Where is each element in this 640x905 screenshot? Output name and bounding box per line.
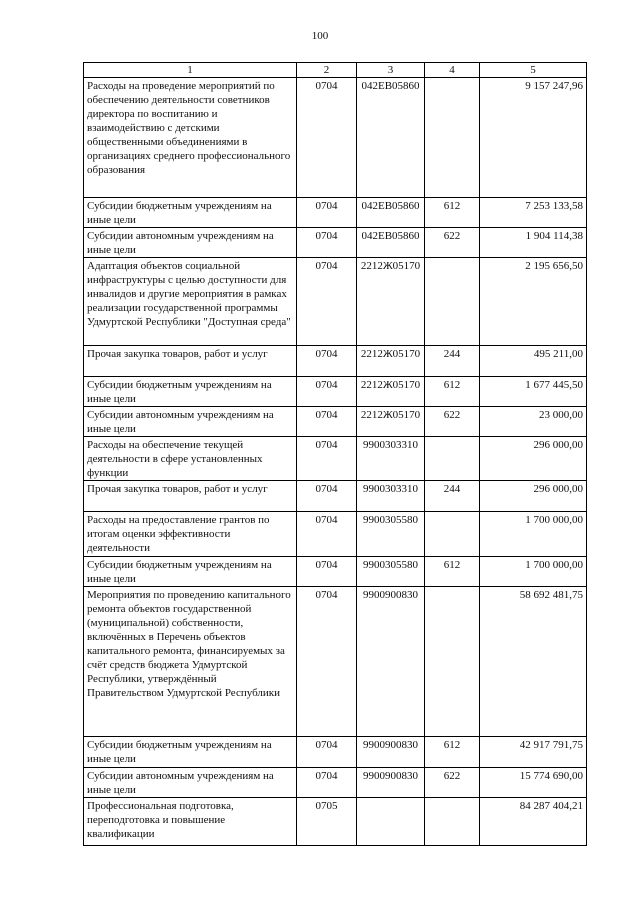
table-row — [84, 78, 587, 198]
table-row — [84, 228, 587, 258]
amount: 23 000,00 — [480, 407, 587, 437]
expense-type: 622 — [425, 228, 480, 258]
expense-type: 612 — [425, 557, 480, 587]
table-row — [84, 481, 587, 512]
expense-name: Расходы на предоставление грантов по итогам оценки эффективности деятельности — [84, 512, 297, 557]
amount: 1 700 000,00 — [480, 512, 587, 557]
amount: 1 700 000,00 — [480, 557, 587, 587]
section-code: 0704 — [297, 198, 357, 228]
expense-type: 244 — [425, 346, 480, 377]
amount: 58 692 481,75 — [480, 587, 587, 737]
header-row — [84, 63, 587, 78]
expense-type: 244 — [425, 481, 480, 512]
target-article: 9900303310 — [357, 481, 425, 512]
expense-name: Субсидии автономным учреждениям на иные цели — [84, 768, 297, 798]
column-header: 4 — [425, 63, 480, 78]
expense-type: 612 — [425, 377, 480, 407]
expense-type: 622 — [425, 407, 480, 437]
table-row — [84, 407, 587, 437]
section-code: 0704 — [297, 737, 357, 768]
amount: 9 157 247,96 — [480, 78, 587, 198]
expense-name: Субсидии автономным учреждениям на иные цели — [84, 228, 297, 258]
target-article: 2212Ж05170 — [357, 346, 425, 377]
expense-name: Мероприятия по проведению капитального ремонта объектов государственной (муниципальной) собственности, включённых в Перечень объектов капитального ремонта, финансируемых за счёт средств бюджета Удмуртской Республики, утверждённый Правительством Удмуртской Республики — [84, 587, 297, 737]
expense-name: Субсидии бюджетным учреждениям на иные цели — [84, 737, 297, 768]
amount: 2 195 656,50 — [480, 258, 587, 346]
amount: 84 287 404,21 — [480, 798, 587, 846]
expense-name: Прочая закупка товаров, работ и услуг — [84, 346, 297, 377]
column-header: 3 — [357, 63, 425, 78]
section-code: 0704 — [297, 258, 357, 346]
expense-type — [425, 512, 480, 557]
expense-type — [425, 437, 480, 481]
section-code: 0704 — [297, 377, 357, 407]
table-row — [84, 557, 587, 587]
target-article: 042ЕВ05860 — [357, 198, 425, 228]
section-code: 0704 — [297, 407, 357, 437]
expense-type: 622 — [425, 768, 480, 798]
expense-type: 612 — [425, 737, 480, 768]
target-article: 2212Ж05170 — [357, 407, 425, 437]
amount: 15 774 690,00 — [480, 768, 587, 798]
target-article: 9900303310 — [357, 437, 425, 481]
table-row — [84, 377, 587, 407]
expense-type: 612 — [425, 198, 480, 228]
expense-type — [425, 587, 480, 737]
target-article: 9900305580 — [357, 512, 425, 557]
target-article: 9900305580 — [357, 557, 425, 587]
section-code: 0704 — [297, 78, 357, 198]
table-row — [84, 737, 587, 768]
amount: 495 211,00 — [480, 346, 587, 377]
target-article — [357, 798, 425, 846]
target-article: 9900900830 — [357, 768, 425, 798]
section-code: 0704 — [297, 557, 357, 587]
column-header: 2 — [297, 63, 357, 78]
budget-table — [83, 62, 587, 846]
amount: 296 000,00 — [480, 437, 587, 481]
table-row — [84, 258, 587, 346]
table-row — [84, 798, 587, 846]
expense-type — [425, 258, 480, 346]
table-row — [84, 512, 587, 557]
amount: 7 253 133,58 — [480, 198, 587, 228]
column-header: 1 — [84, 63, 297, 78]
section-code: 0705 — [297, 798, 357, 846]
table-body — [84, 78, 587, 846]
amount: 1 904 114,38 — [480, 228, 587, 258]
target-article: 042ЕВ05860 — [357, 228, 425, 258]
table-row — [84, 587, 587, 737]
section-code: 0704 — [297, 512, 357, 557]
amount: 1 677 445,50 — [480, 377, 587, 407]
table-row — [84, 346, 587, 377]
column-header: 5 — [480, 63, 587, 78]
section-code: 0704 — [297, 228, 357, 258]
section-code: 0704 — [297, 346, 357, 377]
table-row — [84, 437, 587, 481]
page-number: 100 — [311, 30, 329, 42]
amount: 296 000,00 — [480, 481, 587, 512]
target-article: 042ЕВ05860 — [357, 78, 425, 198]
expense-name: Субсидии бюджетным учреждениям на иные цели — [84, 198, 297, 228]
expense-name: Профессиональная подготовка, переподготовка и повышение квалификации — [84, 798, 297, 846]
target-article: 9900900830 — [357, 587, 425, 737]
target-article: 9900900830 — [357, 737, 425, 768]
target-article: 2212Ж05170 — [357, 258, 425, 346]
expense-name: Прочая закупка товаров, работ и услуг — [84, 481, 297, 512]
table-row — [84, 198, 587, 228]
target-article: 2212Ж05170 — [357, 377, 425, 407]
expense-name: Расходы на обеспечение текущей деятельности в сфере установленных функции — [84, 437, 297, 481]
expense-name: Расходы на проведение мероприятий по обеспечению деятельности советников директора по воспитанию и взаимодействию с детскими общественными объединениями в организациях среднего профессионального образования — [84, 78, 297, 198]
section-code: 0704 — [297, 437, 357, 481]
expense-type — [425, 78, 480, 198]
section-code: 0704 — [297, 587, 357, 737]
section-code: 0704 — [297, 481, 357, 512]
amount: 42 917 791,75 — [480, 737, 587, 768]
expense-name: Адаптация объектов социальной инфраструктуры с целью доступности для инвалидов и другие мероприятия в рамках реализации государственной программы Удмуртской Республики "Доступная среда" — [84, 258, 297, 346]
expense-type — [425, 798, 480, 846]
expense-name: Субсидии автономным учреждениям на иные цели — [84, 407, 297, 437]
table-row — [84, 768, 587, 798]
expense-name: Субсидии бюджетным учреждениям на иные цели — [84, 377, 297, 407]
expense-name: Субсидии бюджетным учреждениям на иные цели — [84, 557, 297, 587]
section-code: 0704 — [297, 768, 357, 798]
